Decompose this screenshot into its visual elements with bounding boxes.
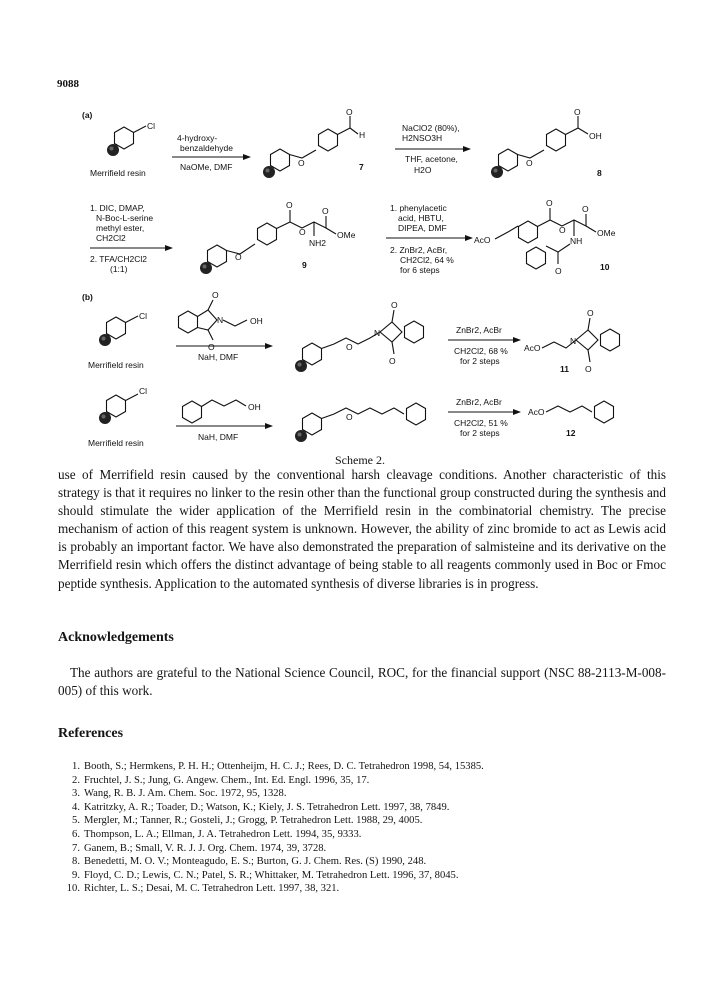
merrifield-resin-label-b1: Merrifield resin [88, 360, 144, 370]
merrifield-resin-label-a: Merrifield resin [90, 168, 146, 178]
r3-reagent-6: (1:1) [110, 264, 128, 274]
reference-text: Mergler, M.; Tanner, R.; Gosteli, J.; Grogg, P. Tetrahedron Lett. 1988, 29, 4005. [84, 815, 423, 827]
ether-o-7: O [298, 158, 305, 168]
reference-text: Booth, S.; Hermkens, P. H. H.; Ottenheijm, H. C. J.; Rees, D. C. Tetrahedron 1998, 54, 15385. [84, 761, 484, 772]
reference-item [58, 787, 678, 801]
reference-number: 10. [66, 883, 80, 895]
reference-number: 2. [72, 774, 80, 786]
r6-reagent-bottom-2: for 2 steps [460, 356, 500, 366]
references-list [58, 760, 678, 896]
cl-label-b2: Cl [139, 386, 148, 396]
ester-o-10: O [559, 225, 566, 235]
compound-11-structure [542, 318, 620, 362]
ether-o-b1: O [346, 342, 353, 352]
ether-o-9: O [235, 252, 242, 262]
body-paragraph: use of Merrifield resin caused by the conventional harsh cleavage conditions. Another characteristic of this strategy is that it requires no linker to the resin other than the functional group constructed during the synthesis and should stimulate the wider application of the Merrifield resin in the combinatorial chemistry. The precise mechanism of action of this reagent system is unknown. However, the ability of zinc bromide to act as Lewis acid is probably an important factor. We have also demonstrated the preparation of salmisteine and its derivative on the Merrifield resin which offers the distinct advantage of being stable to all reagents commonly used in Boc or Fmoc peptide synthesis. Application to the automated synthesis of diverse libraries is in progress. [58, 467, 666, 591]
part-a-label: (a) [82, 110, 93, 120]
nh2-label: NH2 [309, 238, 327, 248]
aco-10: AcO [474, 235, 491, 245]
references-heading: References [58, 726, 124, 741]
r3-reagent-5: 2. TFA/CH2Cl2 [90, 254, 148, 264]
r2-reagent-bottom-1: THF, acetone, [405, 154, 458, 164]
page-number: 9088 [57, 78, 79, 90]
amide-o-10: O [555, 266, 562, 276]
r8-reagent-bottom-1: CH2Cl2, 51 % [454, 418, 508, 428]
ether-o-b2: O [346, 412, 353, 422]
r8-reagent-bottom-2: for 2 steps [460, 428, 500, 438]
reference-item [58, 828, 678, 842]
part-b-label: (b) [82, 292, 93, 302]
compound-12-structure [546, 401, 614, 423]
resin-bound-phenylpropyl-structure [295, 403, 426, 442]
imide-n-r: N [217, 315, 224, 325]
reference-text: Ganem, B.; Small, V. R. J. J. Org. Chem. 1974, 39, 3728. [84, 842, 327, 854]
reference-text: Richter, L. S.; Desai, M. C. Tetrahedron Lett. 1997, 38, 321. [84, 883, 340, 895]
reference-item [58, 869, 678, 883]
aco-11: AcO [524, 343, 541, 353]
compound-11-label: 11 [560, 364, 569, 374]
reference-item [58, 774, 678, 788]
carbonyl-o-7: O [346, 108, 353, 117]
r3-reagent-1: 1. DIC, DMAP, [90, 203, 145, 213]
imide-o-bottom-11: O [585, 364, 592, 374]
imide-o-top-b1: O [391, 300, 398, 310]
reference-number: 6. [72, 828, 80, 840]
carbonyl-o-10b: O [582, 204, 589, 214]
r1-reagent-top-2: benzaldehyde [180, 143, 233, 153]
aldehyde-h: H [359, 130, 366, 140]
cl-label: Cl [147, 121, 156, 131]
hydroxyl-oh-b2: OH [248, 402, 261, 412]
carbonyl-o-9a: O [286, 200, 293, 210]
compound-7-label: 7 [359, 162, 364, 172]
compound-9-label: 9 [302, 260, 307, 270]
r2-reagent-top-1: NaClO2 (80%), [402, 123, 460, 133]
ether-o-8: O [526, 158, 533, 168]
aco-12: AcO [528, 407, 545, 417]
scheme-drawing [80, 108, 640, 450]
reference-item [58, 760, 678, 774]
ome-10: OMe [597, 228, 616, 238]
hydroxyl-oh-b1: OH [250, 316, 263, 326]
merrifield-resin-structure-a [107, 126, 146, 156]
reference-item [58, 882, 678, 896]
imide-o-top-11: O [587, 308, 594, 318]
r1-reagent-top-1: 4-hydroxy- [177, 133, 218, 143]
merrifield-resin-structure-b2 [99, 394, 138, 424]
reference-number: 4. [72, 801, 80, 813]
imide-o-bottom-r: O [208, 342, 215, 352]
r4-reagent-top-1: 1. phenylacetic [390, 203, 447, 213]
r2-reagent-bottom-2: H2O [414, 165, 432, 175]
compound-8-label: 8 [597, 168, 602, 178]
reference-number: 1. [72, 761, 80, 772]
compound-10-label: 10 [600, 262, 610, 272]
carbonyl-o-8: O [574, 108, 581, 117]
reference-text: Katritzky, A. R.; Toader, D.; Watson, K.; Kiely, J. S. Tetrahedron Lett. 1997, 38, 7849. [84, 801, 450, 813]
merrifield-resin-label-b2: Merrifield resin [88, 438, 144, 448]
imide-n-b1: N [374, 328, 381, 338]
imide-o-top-r: O [212, 290, 219, 300]
reference-number: 7. [72, 842, 80, 854]
r3-reagent-2: N-Boc-L-serine [96, 213, 154, 223]
reference-text: Thompson, L. A.; Ellman, J. A. Tetrahedron Lett. 1994, 35, 9333. [84, 828, 362, 840]
scheme-caption: Scheme 2. [335, 453, 385, 467]
compound-8-structure [491, 116, 588, 178]
r3-reagent-4: CH2Cl2 [96, 233, 126, 243]
reference-item [58, 814, 678, 828]
reference-text: Floyd, C. D.; Lewis, C. N.; Patel, S. R.; Whittaker, M. Tetrahedron Lett. 1996, 37, 8045. [84, 869, 459, 881]
reference-text: Wang, R. B. J. Am. Chem. Soc. 1972, 95, 1328. [84, 788, 287, 800]
carbonyl-o-10a: O [546, 198, 553, 208]
r1-reagent-bottom: NaOMe, DMF [180, 162, 233, 172]
imide-o-bottom-b1: O [389, 356, 396, 366]
cl-label-b1: Cl [139, 311, 148, 321]
reference-text: Benedetti, M. O. V.; Monteagudo, E. S.; Burton, G. J. Chem. Res. (S) 1990, 248. [84, 856, 427, 868]
phenylpropanol-structure [183, 400, 247, 423]
ome-9: OMe [337, 230, 356, 240]
r6-reagent-top: ZnBr2, AcBr [456, 325, 502, 335]
r6-reagent-bottom-1: CH2Cl2, 68 % [454, 346, 508, 356]
reference-number: 9. [72, 869, 80, 881]
r5-reagent-bottom: NaH, DMF [198, 352, 239, 362]
reference-number: 5. [72, 815, 80, 827]
acknowledgements-heading: Acknowledgements [58, 630, 174, 645]
nh-label: NH [570, 236, 583, 246]
imide-n-11: N [570, 336, 577, 346]
r4-reagent-top-3: DIPEA, DMF [398, 223, 447, 233]
merrifield-resin-structure-b1 [99, 316, 138, 346]
reference-item [58, 855, 678, 869]
compound-7-structure [263, 116, 358, 178]
r2-reagent-top-2: H2NSO3H [402, 133, 443, 143]
resin-bound-phthalimide-structure [295, 310, 424, 372]
compound-12-label: 12 [566, 428, 576, 438]
r8-reagent-top: ZnBr2, AcBr [456, 397, 502, 407]
r4-reagent-bottom-3: for 6 steps [400, 265, 440, 275]
carbonyl-o-9b: O [322, 206, 329, 216]
reference-item [58, 842, 678, 856]
r7-reagent-bottom: NaH, DMF [198, 432, 239, 442]
hydroxyethylphthalimide-structure [179, 300, 248, 340]
r4-reagent-top-2: acid, HBTU, [398, 213, 444, 223]
r4-reagent-bottom-2: CH2Cl2, 64 % [400, 255, 454, 265]
r3-reagent-3: methyl ester, [96, 223, 145, 233]
reference-number: 3. [72, 788, 80, 800]
reference-text: Fruchtel, J. S.; Jung, G. Angew. Chem., Int. Ed. Engl. 1996, 35, 17. [84, 774, 370, 786]
acid-oh: OH [589, 131, 602, 141]
reference-item [58, 801, 678, 815]
ester-o-9: O [299, 227, 306, 237]
reference-number: 8. [72, 856, 80, 868]
reaction-scheme [80, 108, 640, 450]
acknowledgements-text: The authors are grateful to the National Science Council, ROC, for the financial support (NSC 88-2113-M-008-005) of this work. [58, 665, 666, 699]
r4-reagent-bottom-1: 2. ZnBr2, AcBr, [390, 245, 448, 255]
